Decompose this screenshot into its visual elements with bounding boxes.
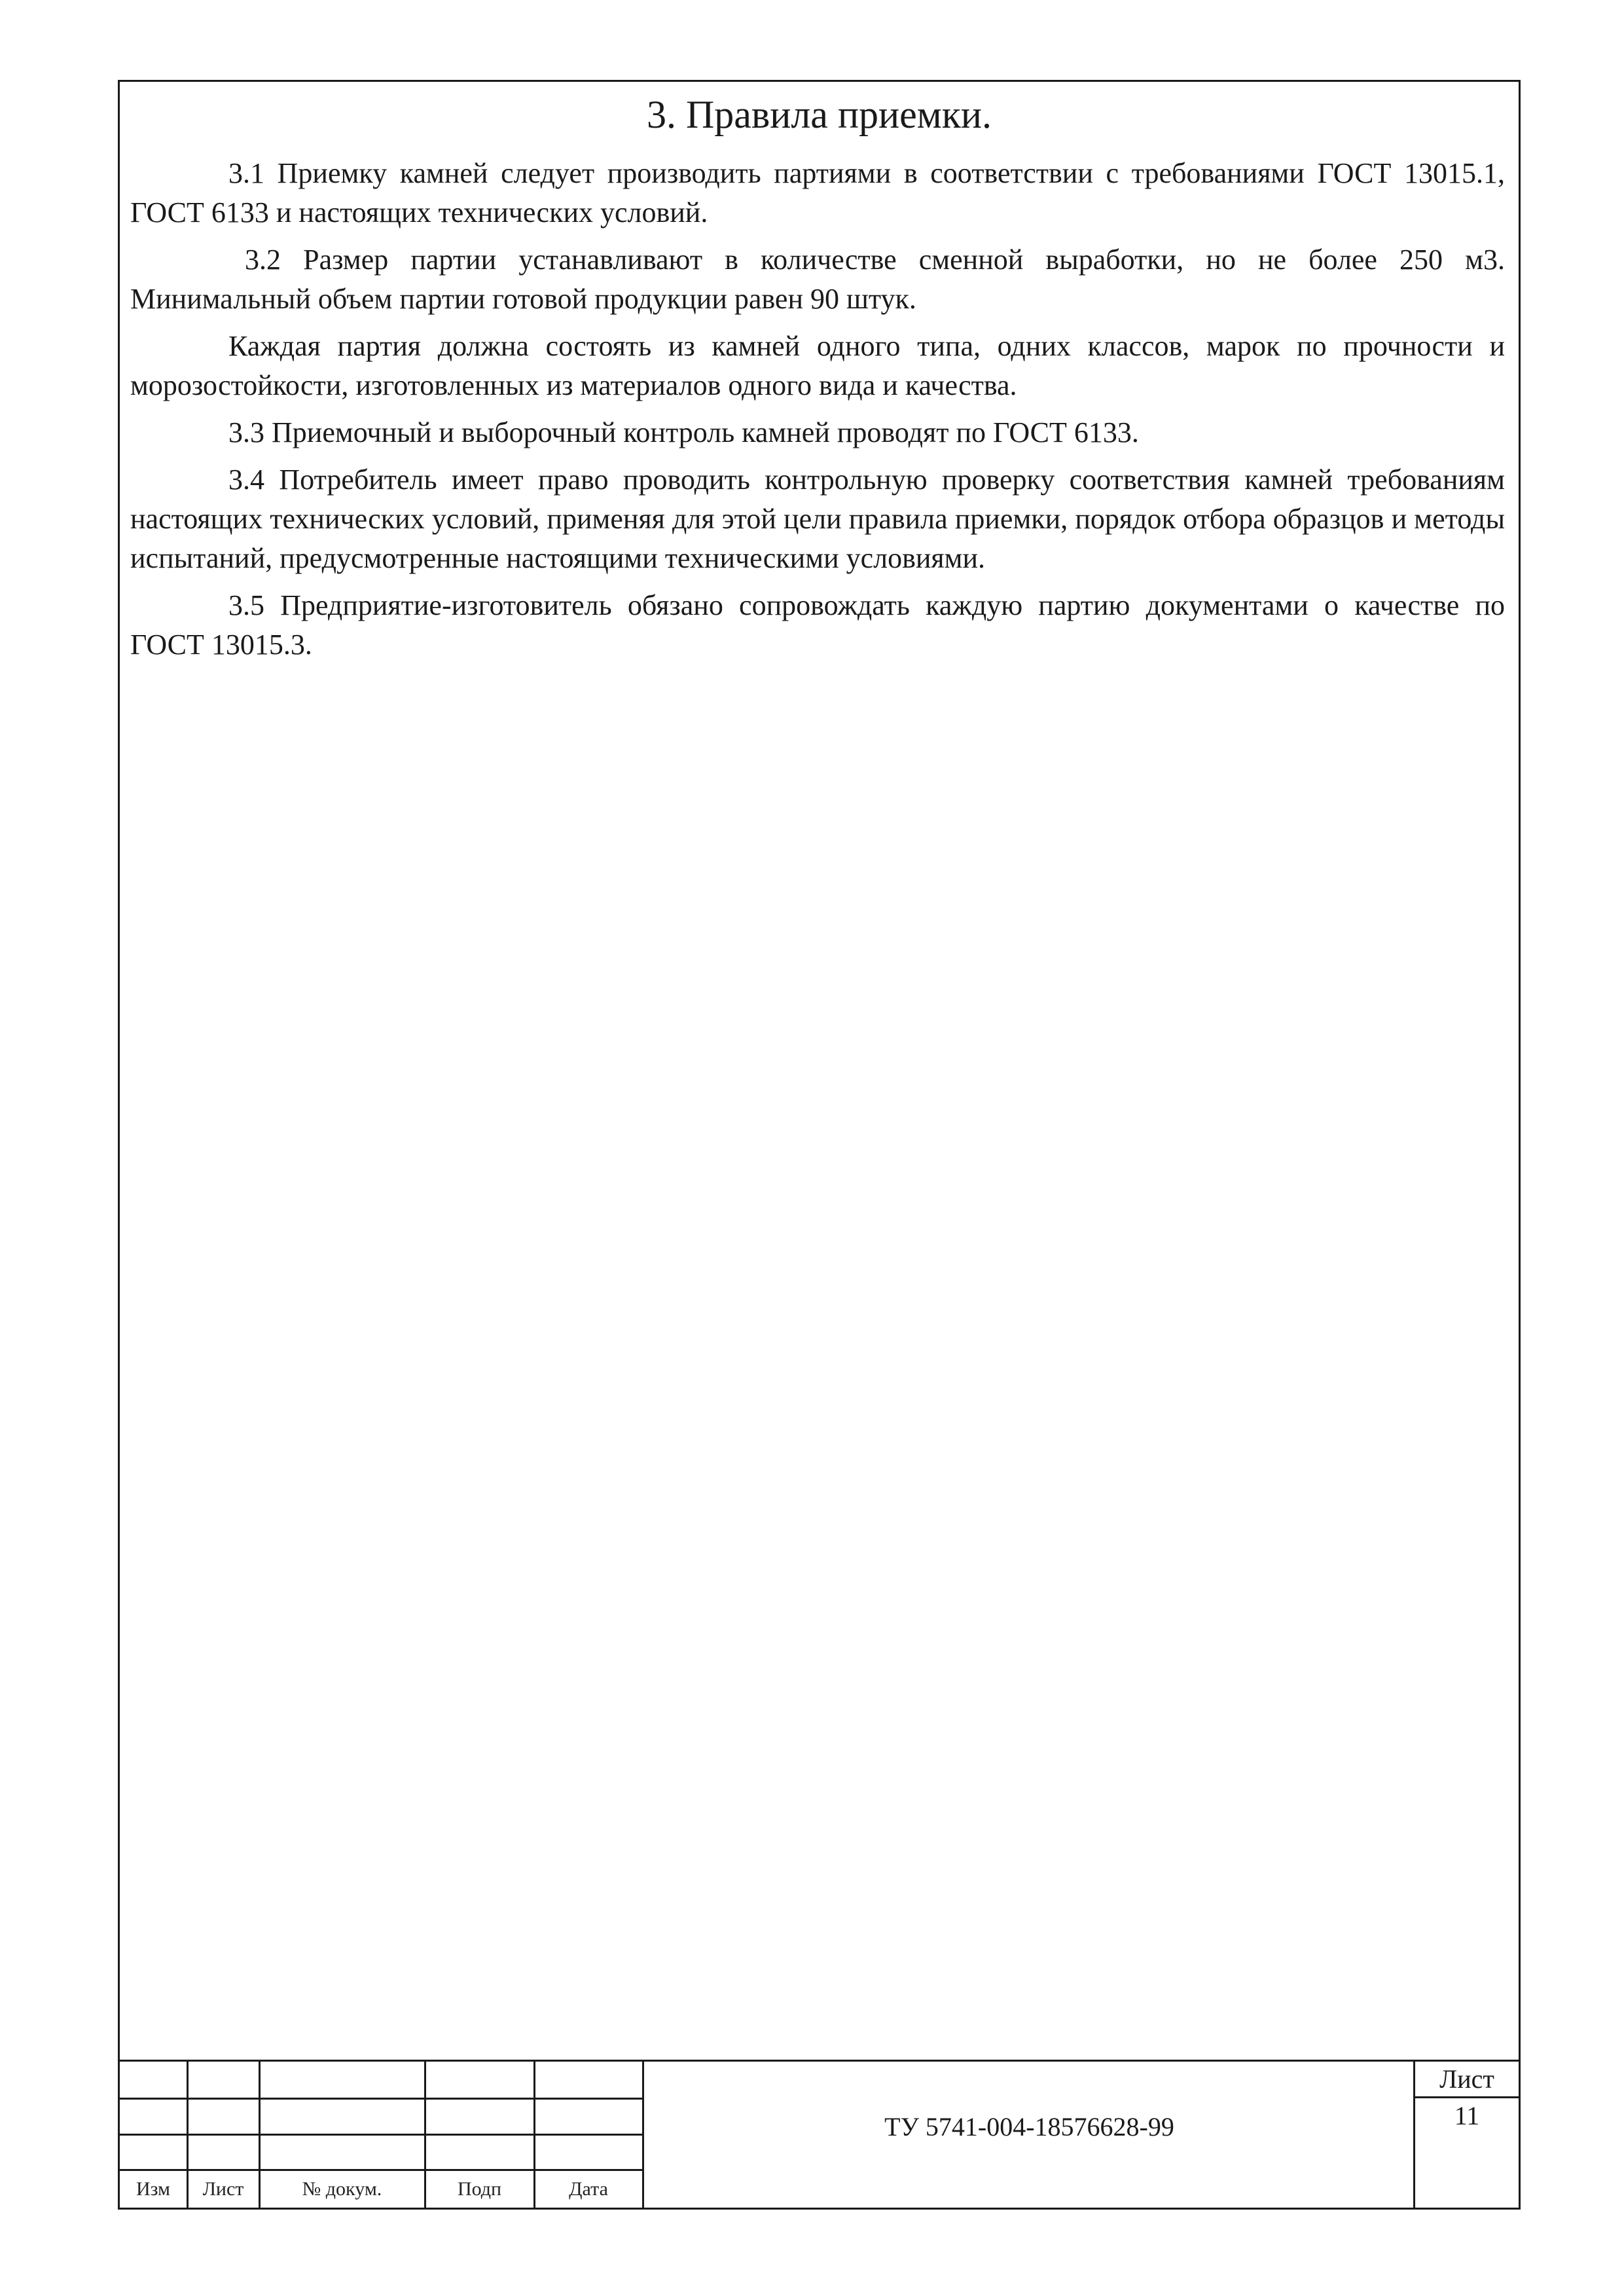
stamp-label-sheet: Лист — [202, 2178, 244, 2200]
stamp-label-document-number: № докум. — [302, 2178, 382, 2200]
stamp-row-line — [120, 2098, 642, 2100]
stamp-label-signature: Подп — [457, 2178, 502, 2200]
stamp-row-line — [120, 2134, 642, 2136]
body-text — [130, 154, 1505, 672]
stamp-divider — [642, 2062, 644, 2208]
page-frame — [118, 80, 1521, 2210]
paragraph-3-2: 3.2 Размер партии устанавливают в количестве сменной выработки, но не более 250 м3. Минимальный объем партии готовой продукции равен 90 штук. — [130, 244, 1505, 315]
title-block-stamp — [120, 2060, 1519, 2208]
paragraph-batch-composition: Каждая партия должна состоять из камней одного типа, одних классов, марок по прочности и морозостойкости, изготовленных из материалов одного вида и качества. — [130, 330, 1505, 401]
paragraph-3-1: 3.1 Приемку камней следует производить партиями в соответствии с требованиями ГОСТ 13015.1, ГОСТ 6133 и настоящих технических условий. — [130, 157, 1505, 228]
sheet-number: 11 — [1454, 2101, 1480, 2130]
paragraph-3-5: 3.5 Предприятие-изготовитель обязано сопровождать каждую партию документами о качестве по ГОСТ 13015.3. — [130, 589, 1505, 661]
section-title: 3. Правила приемки. — [646, 93, 992, 136]
document-code: ТУ 5741-004-18576628-99 — [884, 2112, 1174, 2141]
paragraph-3-4: 3.4 Потребитель имеет право проводить контрольную проверку соответствия камней требованиям настоящих технических условий, применяя для этой цели правила приемки, порядок отбора образцов и методы испытаний, предусмотренные настоящими техническими условиями. — [130, 464, 1505, 574]
stamp-label-change: Изм — [135, 2178, 171, 2200]
stamp-label-date: Дата — [569, 2178, 608, 2200]
sheet-label: Лист — [1439, 2064, 1494, 2094]
paragraph-3-3: 3.3 Приемочный и выборочный контроль камней проводят по ГОСТ 6133. — [228, 416, 1139, 448]
